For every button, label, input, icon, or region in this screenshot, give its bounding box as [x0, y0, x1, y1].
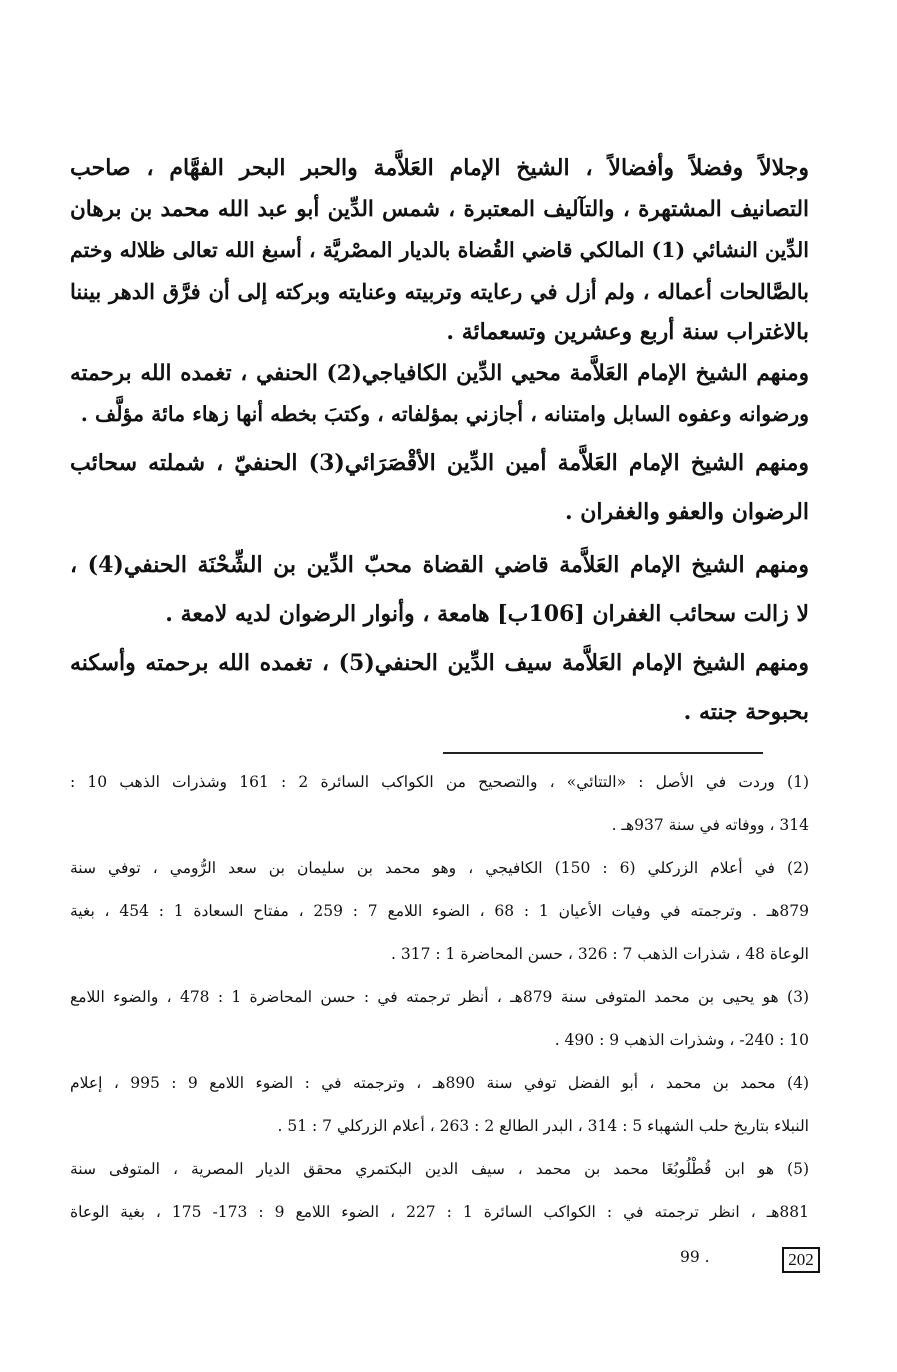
- footnotes-block: [70, 770, 809, 1243]
- main-text-line: التصانيف المشتهرة ، والتآليف المعتبرة ، شمس الدِّين أبو عبد الله محمد بن برهان: [70, 197, 809, 222]
- main-text-line: بالصَّالحات أعماله ، ولم أزل في رعايته وتربيته وعنايته وبركته إلى أن فرَّق الدهر بيننا: [70, 279, 809, 304]
- main-text-block: [70, 148, 809, 733]
- footnote-line: (3) هو يحيى بن محمد المتوفى سنة 879هـ ، أنظر ترجمته في : حسن المحاضرة 1 : 478 ، والضوء اللامع: [70, 988, 809, 1006]
- footnote-line: 314 ، ووفاته في سنة 937هـ .: [611, 816, 809, 834]
- main-text-line: بالاغتراب سنة أربع وعشرين وتسعمائة .: [446, 319, 809, 345]
- main-text-line: ومنهم الشيخ الإمام العَلاَّمة أمين الدِّين الأقْصَرَائي(3) الحنفيّ ، شملته سحائب: [70, 450, 810, 476]
- main-text-line: ومنهم الشيخ الإمام العَلاَّمة سيف الدِّين الحنفي(5) ، تغمده الله برحمته وأسكنه: [70, 650, 809, 676]
- footnote-line: (5) هو ابن قُطْلُوبُغَا محمد بن محمد ، سيف الدين البكتمري محقق الديار المصرية ، المتوفى سنة: [70, 1160, 809, 1178]
- footnote-line: (2) في أعلام الزركلي (6 : 150) الكافيجي ، وهو محمد بن سليمان بن سعد الرُّومي ، توفي سنة: [70, 859, 810, 877]
- main-text-line: ومنهم الشيخ الإمام العَلاَّمة محيي الدِّين الكافياجي(2) الحنفي ، تغمده الله برحمته: [70, 361, 809, 386]
- main-text-line: ومنهم الشيخ الإمام العَلاَّمة قاضي القضاة محبّ الدِّين بن الشِّحْنَة الحنفي(4) ،: [70, 552, 809, 578]
- main-text-line: الدِّين النشائي (1) المالكي قاضي القُضاة بالديار المصْريَّة ، أسبغ الله تعالى ظلاله وختم: [70, 238, 809, 262]
- main-text-line: لا زالت سحائب الغفران [106ب] هامعة ، وأنوار الرضوان لديه لامعة .: [165, 601, 809, 627]
- main-text-line: الرضوان والعفو والغفران .: [564, 499, 809, 525]
- footnote-line: النبلاء بتاريخ حلب الشهباء 5 : 314 ، البدر الطالع 2 : 263 ، أعلام الزركلي 7 : 51 .: [277, 1117, 809, 1135]
- main-text-line: ورضوانه وعفوه السابل وامتنانه ، أجازني بمؤلفاته ، وكتبَ بخطه أنها زهاء مائة مؤلَّف .: [80, 402, 809, 426]
- footnote-line: الوعاة 48 ، شذرات الذهب 7 : 326 ، حسن المحاضرة 1 : 317 .: [390, 945, 809, 963]
- footnote-line: 879هـ . وترجمته في وفيات الأعيان 1 : 68 ، الضوء اللامع 7 : 259 ، مفتاح السعادة 1 : 454 ، بغية: [70, 902, 810, 920]
- main-text-line: وجلالاً وفضلاً وأفضالاً ، الشيخ الإمام العَلاَّمة والحبر البحر الفهَّام ، صاحب: [70, 155, 809, 181]
- footnote-line: 10 : 240- ، وشذرات الذهب 9 : 490 .: [554, 1031, 809, 1049]
- footnote-continuation: . 99: [680, 1248, 710, 1266]
- footnote-divider: [443, 752, 763, 754]
- footnote-line: 881هـ ، انظر ترجمته في : الكواكب السائرة 1 : 227 ، الضوء اللامع 9 : 173- 175 ، بغية الوعاة: [70, 1203, 810, 1221]
- footnote-line: (1) وردت في الأصل : «التتائي» ، والتصحيح من الكواكب السائرة 2 : 161 وشذرات الذهب 10 :: [70, 773, 810, 791]
- main-text-line: بحبوحة جنته .: [683, 699, 809, 725]
- footnote-line: (4) محمد بن محمد ، أبو الفضل توفي سنة 890هـ ، وترجمته في : الضوء اللامع 9 : 995 ، إعلام: [70, 1074, 810, 1092]
- page-number: 202: [782, 1247, 820, 1273]
